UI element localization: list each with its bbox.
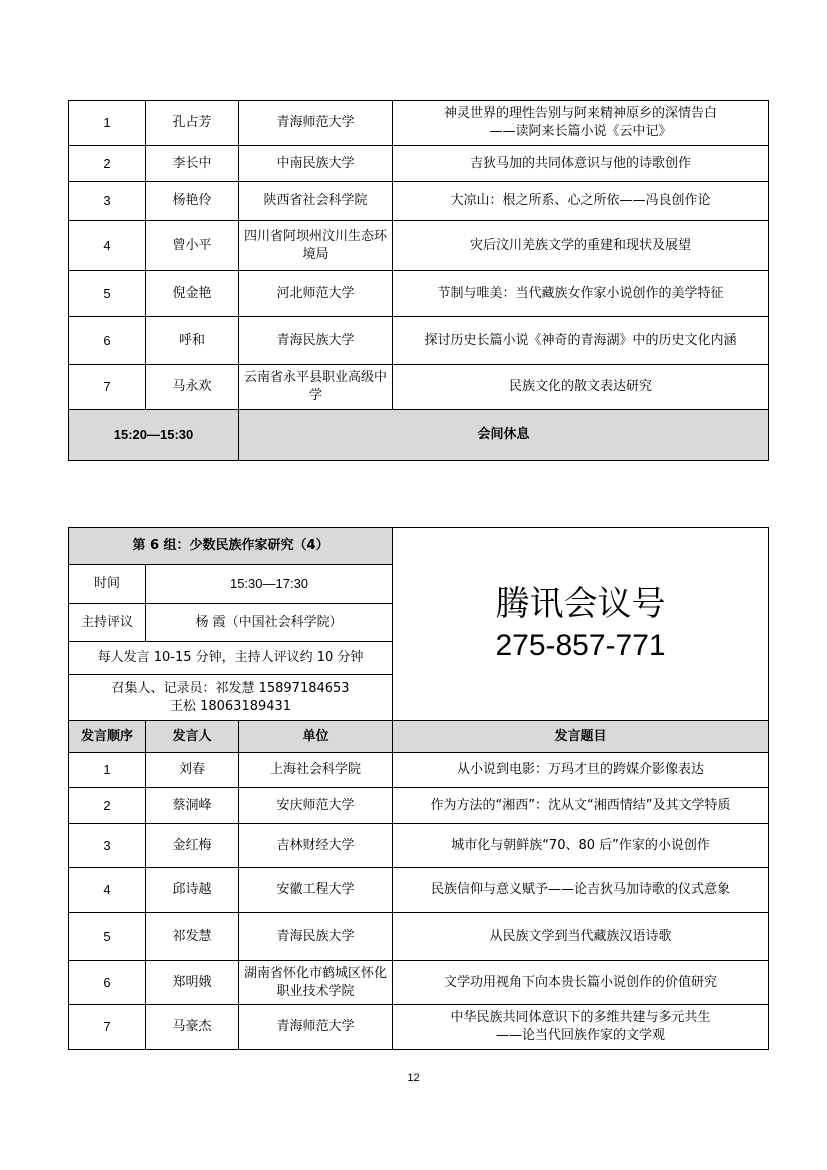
speaker-unit: 青海民族大学 [239, 317, 393, 365]
row-number: 7 [69, 365, 146, 410]
break-label: 会间休息 [239, 410, 769, 461]
talk-topic-line-1: 民族信仰与意义赋予——论吉狄马加诗歌的仪式意象 [431, 882, 731, 897]
talk-topic-line-1: 从民族文学到当代藏族汉语诗歌 [489, 928, 672, 944]
convener-info [69, 675, 393, 721]
row-number: 2 [69, 788, 146, 824]
header-unit: 单位 [239, 721, 393, 753]
table-row [69, 824, 769, 868]
row-number: 3 [69, 182, 146, 221]
page-number: 12 [407, 1072, 420, 1084]
host-label: 主持评议 [69, 604, 146, 642]
table-row [69, 101, 769, 146]
talk-topic [393, 913, 769, 961]
row-number: 5 [69, 913, 146, 961]
row-number: 4 [69, 221, 146, 271]
schedule-table-group6 [68, 527, 769, 1050]
talk-topic [393, 182, 769, 221]
row-number: 7 [69, 1005, 146, 1050]
table-row [69, 146, 769, 182]
speaker-name: 曾小平 [146, 221, 239, 271]
speaker-unit: 安徽工程大学 [239, 868, 393, 913]
table-row [69, 317, 769, 365]
time-value: 15:30—17:30 [146, 565, 393, 604]
schedule-table-top [68, 100, 769, 461]
speaker-unit: 河北师范大学 [239, 271, 393, 317]
meeting-info [393, 528, 769, 721]
speaker-unit: 青海师范大学 [239, 101, 393, 146]
talk-topic-line-1: 文学功用视角下向本贵长篇小说创作的价值研究 [444, 974, 718, 990]
row-number: 5 [69, 271, 146, 317]
speaker-unit: 上海社会科学院 [239, 753, 393, 788]
speaker-name: 孔占芳 [146, 101, 239, 146]
break-time: 15:20—15:30 [69, 410, 239, 461]
time-label: 时间 [69, 565, 146, 604]
speaker-unit: 中南民族大学 [239, 146, 393, 182]
table-row [69, 182, 769, 221]
talk-topic-line-2: ——论当代回族作家的文学观 [496, 1028, 666, 1043]
talk-topic-line-1: 灾后汶川羌族文学的重建和现状及展望 [469, 237, 691, 253]
row-number: 2 [69, 146, 146, 182]
table-row [69, 788, 769, 824]
row-number: 4 [69, 868, 146, 913]
speaker-name: 李长中 [146, 146, 239, 182]
table-row [69, 753, 769, 788]
speaker-name: 刘春 [146, 753, 239, 788]
header-row [69, 721, 769, 753]
speaker-name: 祁发慧 [146, 913, 239, 961]
speaker-unit: 安庆师范大学 [239, 788, 393, 824]
speaker-unit: 青海师范大学 [239, 1005, 393, 1050]
row-number: 6 [69, 317, 146, 365]
speaker-name: 马豪杰 [146, 1005, 239, 1050]
speaking-rule: 每人发言 10-15 分钟，主持人评议约 10 分钟 [69, 642, 393, 675]
talk-topic-line-2: ——读阿来长篇小说《云中记》 [489, 124, 672, 139]
speaker-unit: 四川省阿坝州汶川生态环境局 [239, 221, 393, 271]
host-value: 杨 霞（中国社会科学院） [146, 604, 393, 642]
speaker-name: 金红梅 [146, 824, 239, 868]
header-order: 发言顺序 [69, 721, 146, 753]
speaker-name: 邱诗越 [146, 868, 239, 913]
row-number: 1 [69, 101, 146, 146]
talk-topic [393, 788, 769, 824]
talk-topic [393, 1005, 769, 1050]
talk-topic [393, 101, 769, 146]
meeting-label: 腾讯会议号 [495, 584, 666, 624]
speaker-unit: 青海民族大学 [239, 913, 393, 961]
talk-topic [393, 961, 769, 1005]
talk-topic-line-1: 吉狄马加的共同体意识与他的诗歌创作 [469, 155, 691, 171]
table-row [69, 961, 769, 1005]
talk-topic-line-1: 神灵世界的理性告别与阿来精神原乡的深情告白 [443, 106, 717, 121]
row-number: 1 [69, 753, 146, 788]
talk-topic [393, 317, 769, 365]
convener-line-1: 召集人、记录员：祁发慧 15897184653 [111, 680, 350, 696]
speaker-unit: 吉林财经大学 [239, 824, 393, 868]
table-row [69, 868, 769, 913]
table-row [69, 365, 769, 410]
talk-topic-line-1: 节制与唯美：当代藏族女作家小说创作的美学特征 [437, 285, 724, 301]
speaker-unit: 陕西省社会科学院 [239, 182, 393, 221]
talk-topic [393, 824, 769, 868]
header-speaker: 发言人 [146, 721, 239, 753]
header-topic: 发言题目 [393, 721, 769, 753]
table-row [69, 913, 769, 961]
speaker-name: 倪金艳 [146, 271, 239, 317]
talk-topic-line-1: 大凉山：根之所系、心之所依——冯良创作论 [450, 193, 711, 208]
group-title: 第 6 组：少数民族作家研究（4） [69, 528, 393, 565]
talk-topic-line-1: 从小说到电影：万玛才旦的跨媒介影像表达 [457, 762, 705, 777]
talk-topic [393, 271, 769, 317]
talk-topic-line-1: 作为方法的“湘西”：沈从文“湘西情结”及其文学特质 [430, 797, 731, 813]
talk-topic [393, 868, 769, 913]
table-row [69, 221, 769, 271]
talk-topic-line-1: 民族文化的散文表达研究 [508, 379, 652, 394]
meeting-number: 275-857-771 [495, 629, 666, 662]
talk-topic [393, 221, 769, 271]
row-number: 3 [69, 824, 146, 868]
talk-topic [393, 753, 769, 788]
talk-topic [393, 365, 769, 410]
row-number: 6 [69, 961, 146, 1005]
convener-line-2: 王松 18063189431 [169, 698, 292, 714]
speaker-name: 马永欢 [146, 365, 239, 410]
talk-topic-line-1: 中华民族共同体意识下的多维共建与多元共生 [450, 1010, 711, 1025]
speaker-name: 杨艳伶 [146, 182, 239, 221]
speaker-name: 呼和 [146, 317, 239, 365]
talk-topic-line-1: 探讨历史长篇小说《神奇的青海湖》中的历史文化内涵 [424, 332, 737, 348]
break-row [69, 410, 769, 461]
table-row [69, 271, 769, 317]
speaker-name: 蔡洞峰 [146, 788, 239, 824]
speaker-name: 郑明娥 [146, 961, 239, 1005]
speaker-unit: 湖南省怀化市鹤城区怀化职业技术学院 [239, 961, 393, 1005]
talk-topic [393, 146, 769, 182]
table-row [69, 1005, 769, 1050]
speaker-unit: 云南省永平县职业高级中学 [239, 365, 393, 410]
talk-topic-line-1: 城市化与朝鲜族“70、80 后”作家的小说创作 [451, 837, 710, 853]
